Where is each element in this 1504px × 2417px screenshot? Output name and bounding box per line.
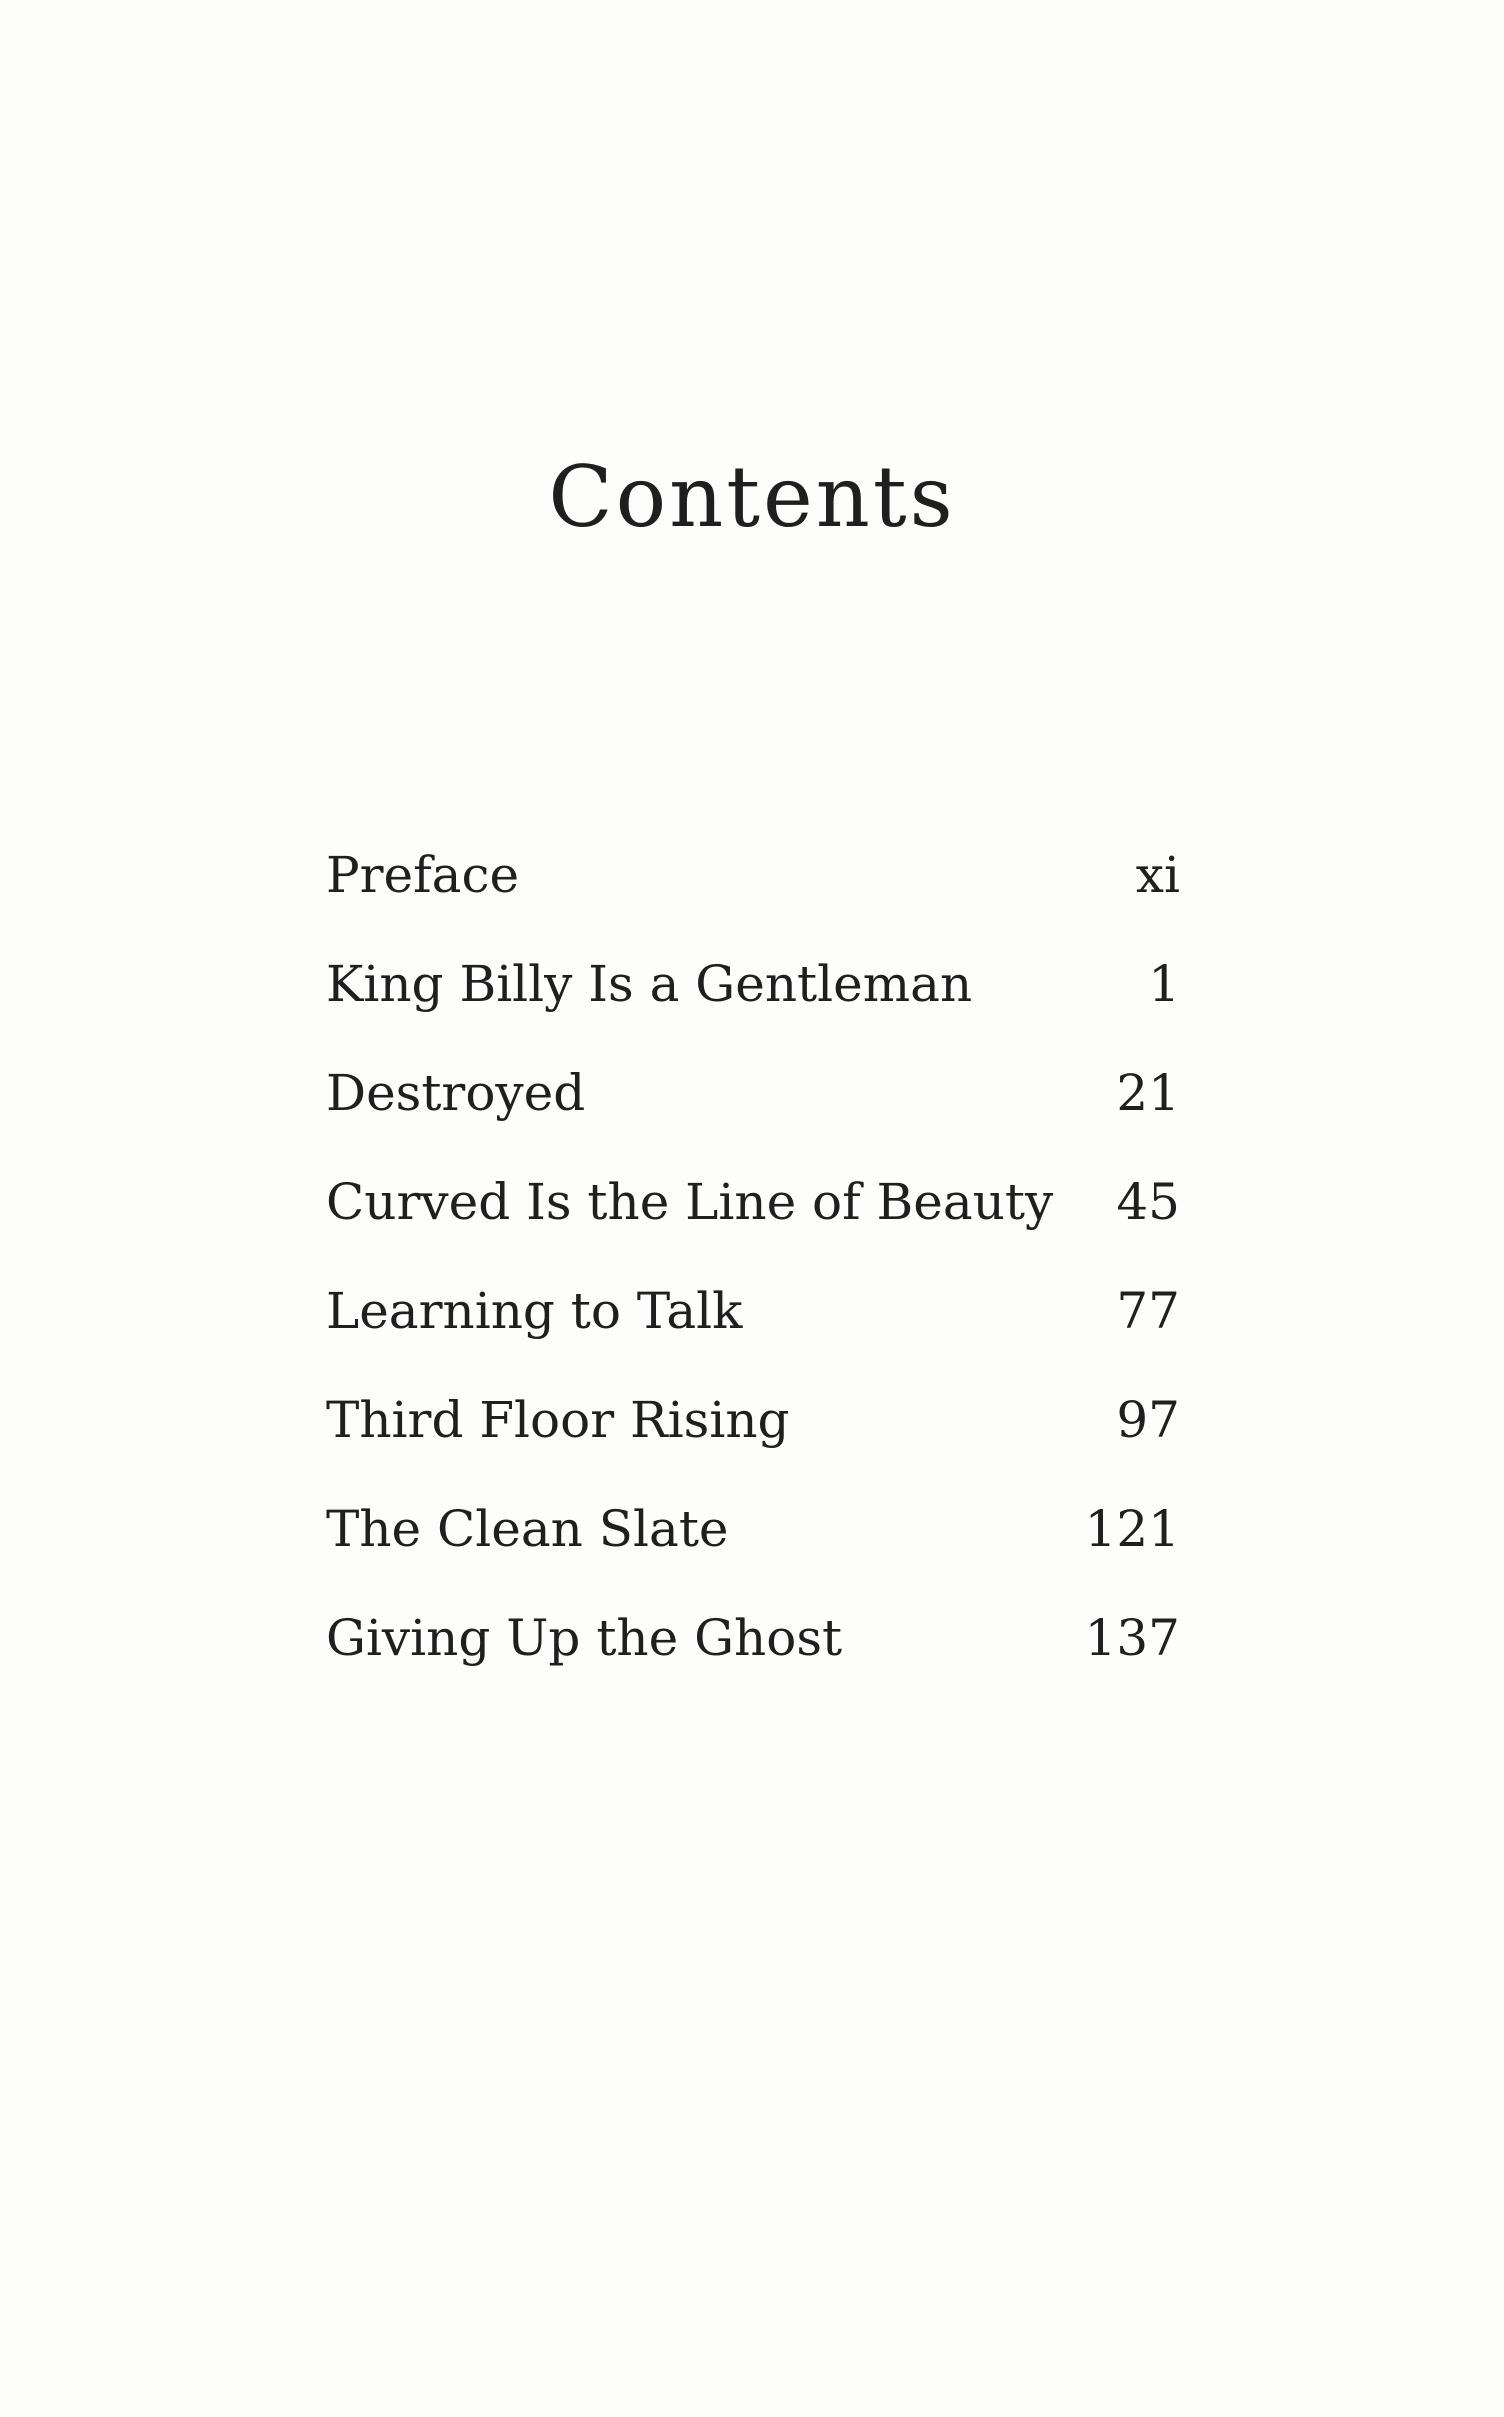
table-of-contents [326, 846, 1180, 1722]
toc-entry-page: xi [1135, 846, 1180, 904]
toc-entry-page: 1 [1148, 955, 1180, 1013]
toc-entry-page: 121 [1084, 1500, 1180, 1558]
toc-entry-title: The Clean Slate [326, 1500, 729, 1558]
toc-entry-curved [326, 1173, 1180, 1286]
toc-entry-title: Destroyed [326, 1064, 586, 1122]
toc-entry-king-billy [326, 955, 1180, 1068]
toc-entry-title: Learning to Talk [326, 1282, 743, 1340]
page-title: Contents [548, 448, 956, 546]
toc-entry-page: 137 [1084, 1609, 1180, 1667]
toc-entry-page: 45 [1116, 1173, 1180, 1231]
toc-entry-title: Preface [326, 846, 520, 904]
toc-entry-title: King Billy Is a Gentleman [326, 955, 973, 1013]
toc-entry-clean-slate [326, 1500, 1180, 1613]
toc-entry-learning [326, 1282, 1180, 1395]
toc-entry-title: Third Floor Rising [326, 1391, 790, 1449]
toc-entry-title: Giving Up the Ghost [326, 1609, 843, 1667]
toc-entry-page: 77 [1116, 1282, 1180, 1340]
toc-entry-ghost [326, 1609, 1180, 1722]
toc-entry-destroyed [326, 1064, 1180, 1177]
toc-entry-title: Curved Is the Line of Beauty [326, 1173, 1054, 1231]
toc-entry-third-floor [326, 1391, 1180, 1504]
toc-entry-page: 21 [1116, 1064, 1180, 1122]
toc-entry-preface [326, 846, 1180, 959]
toc-entry-page: 97 [1116, 1391, 1180, 1449]
